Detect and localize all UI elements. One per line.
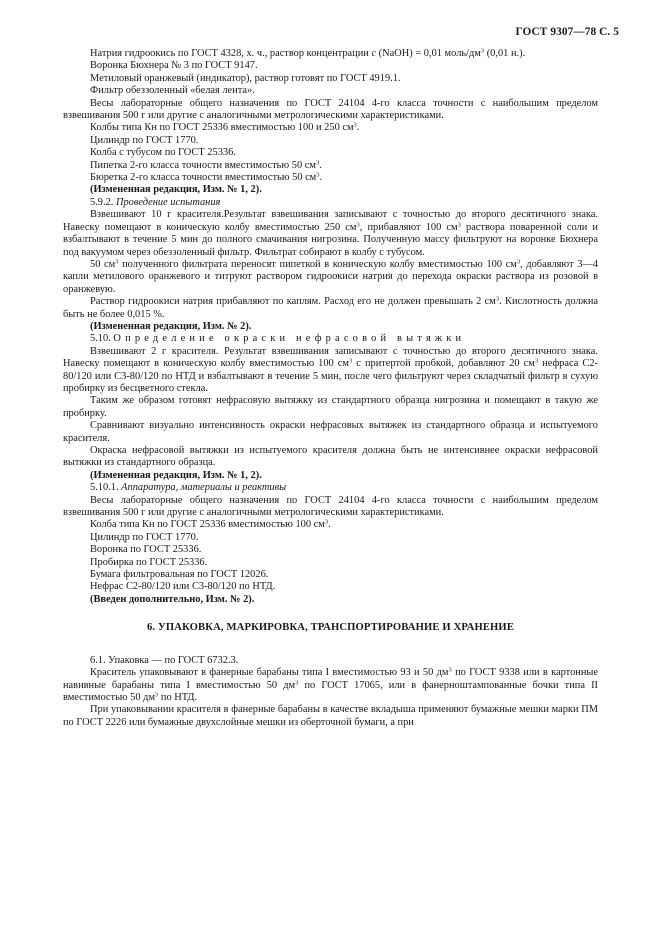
para-cylinder: Цилиндр по ГОСТ 1770. [90,134,199,146]
para-requirement: Окраска нефрасовой вытяжки из испытуемого красителя должна быть не интенсивнее окраски нефрасовой вытяжки из стандартного образца. [63,445,598,469]
running-header: ГОСТ 9307—78 С. 5 [515,26,619,38]
para-filter-paper: Бумага фильтровальная по ГОСТ 12026. [90,569,269,581]
clause-heading-5-9-2: 5.9.2. Проведение испытания [90,196,221,208]
amendment-note: (Введен дополнительно, Изм. № 2). [90,593,255,605]
para-cylinder: Цилиндр по ГОСТ 1770. [90,531,199,543]
para-buchner: Воронка Бюхнера № 3 по ГОСТ 9147. [90,60,258,72]
amendment-note: (Измененная редакция, Изм. № 1, 2). [90,184,262,196]
para-flask: Колба типа Кн по ГОСТ 25336 вместимостью 100 $см^3$. [90,518,331,531]
para-nefras-weighing: Взвешивают 2 г красителя. Результат взвешивания записывают с точностью до второго десятичного знака. Навеску помещают в коническую колбу вместимостью 100 $см^3$ с притертой пробкой, добавляют 20 $см^3$ нефраса С2-80/120 или С3-80/120 по НТД и взбалтывают в течение 5 мин, после чего фильтруют через складчатый фильтр в сухую пробирку из бесцветного стекла. [63,345,598,394]
page-body [63,48,598,729]
para-flasks: Колбы типа Кн по ГОСТ 25336 вместимостью 100 и 250 $см^3$. [90,121,360,134]
para-liners: При упаковывании красителя в фанерные барабаны в качестве вкладыша применяют бумажные мешки марки ПМ по ГОСТ 2226 или бумажные двухслойные мешки из оберточной бумаги, а при [63,704,598,728]
clause-heading-5-10: 5.10. Определение окраски нефрасовой вытяжки [90,333,466,345]
para-acidity: Раствор гидроокиси натрия прибавляют по каплям. Расход его не должен превышать 2 $см^3$. Кислотность должна быть не более 0,015 %. [63,295,599,320]
clause-heading-5-10-1: 5.10.1. Аппаратура, материалы и реактивы [90,482,287,494]
para-compare: Сравнивают визуально интенсивность окраски нефрасовых вытяжек из стандартного образца и испытуемого красителя. [63,420,598,444]
para-pipette: Пипетка 2-го класса точности вместимостью 50 $см^3$. [90,159,322,171]
para-burette: Бюретка 2-го класса точности вместимостью 50 $см^3$. [90,171,323,184]
para-naoh: Натрия гидроокись по ГОСТ 4328, х. ч., раствор концентрации с (NaOH) = 0,01 моль/$дм^3$ (0,01 н.). [90,47,526,59]
para-methyl-orange: Метиловый оранжевый (индикатор), раствор готовят по ГОСТ 4919.1. [90,72,401,84]
amendment-note: (Измененная редакция, Изм. № 1, 2). [90,469,262,481]
para-test-tube: Пробирка по ГОСТ 25336. [90,556,208,568]
para-packaging: 6.1. Упаковка — по ГОСТ 6732.3. [90,654,239,666]
para-titration: 50 $см^3$ полученного фильтрата переносят пипеткой в коническую колбу вместимостью 100 $см^3$, добавляют 3—4 капли метилового оранжевого и титруют раствором гидроокиси натрия до перехода окраски раствора из розовой в оранжевую. [63,258,598,295]
section-title: 6. УПАКОВКА, МАРКИРОВКА, ТРАНСПОРТИРОВАНИЕ И ХРАНЕНИЕ [146,622,515,634]
para-drums: Краситель упаковывают в фанерные барабаны типа I вместимостью 93 и 50 $дм^3$ по ГОСТ 9338 или в картонные навивные барабаны типа I вместимостью 50 $дм^3$ по ГОСТ 17065, или в фанерноштампованные бочки типа II вместимостью 50 $дм^3$ по НТД. [63,666,598,703]
para-scales: Весы лабораторные общего назначения по ГОСТ 24104 4-го класса точности с наибольшим пределом взвешивания 500 г или другие с аналогичными метрологическими характеристиками. [63,494,598,519]
para-standard-sample: Таким же образом готовят нефрасовую вытяжку из стандартного образца нигрозина и помещают в такую же пробирку. [63,395,598,419]
para-filter: Фильтр обеззоленный «белая лента». [90,85,255,97]
amendment-note: (Измененная редакция, Изм. № 2). [90,320,252,332]
para-scales: Весы лабораторные общего назначения по ГОСТ 24104 4-го класса точности с наибольшим пределом взвешивания 500 г или другие с аналогичными метрологическими характеристиками. [63,97,598,122]
para-flask-tubus: Колба с тубусом по ГОСТ 25336. [90,147,236,159]
para-weighing: Взвешивают 10 г красителя.Результат взвешивания записывают с точностью до второго десятичного знака. Навеску помещают в коническую колбу вместимостью 250 $см^3$, прибавляют 100 $см^3$ раствора поваренной соли и взбалтывают в течение 5 мин до полного смачивания нигрозина. Полученную массу фильтруют на воронке Бюхнера под вакуумом через обеззоленный фильтр. Фильтрат собирают в колбу с тубусом. [63,209,598,258]
para-funnel: Воронка по ГОСТ 25336. [90,544,202,556]
para-nefras: Нефрас С2-80/120 или С3-80/120 по НТД. [90,581,276,593]
